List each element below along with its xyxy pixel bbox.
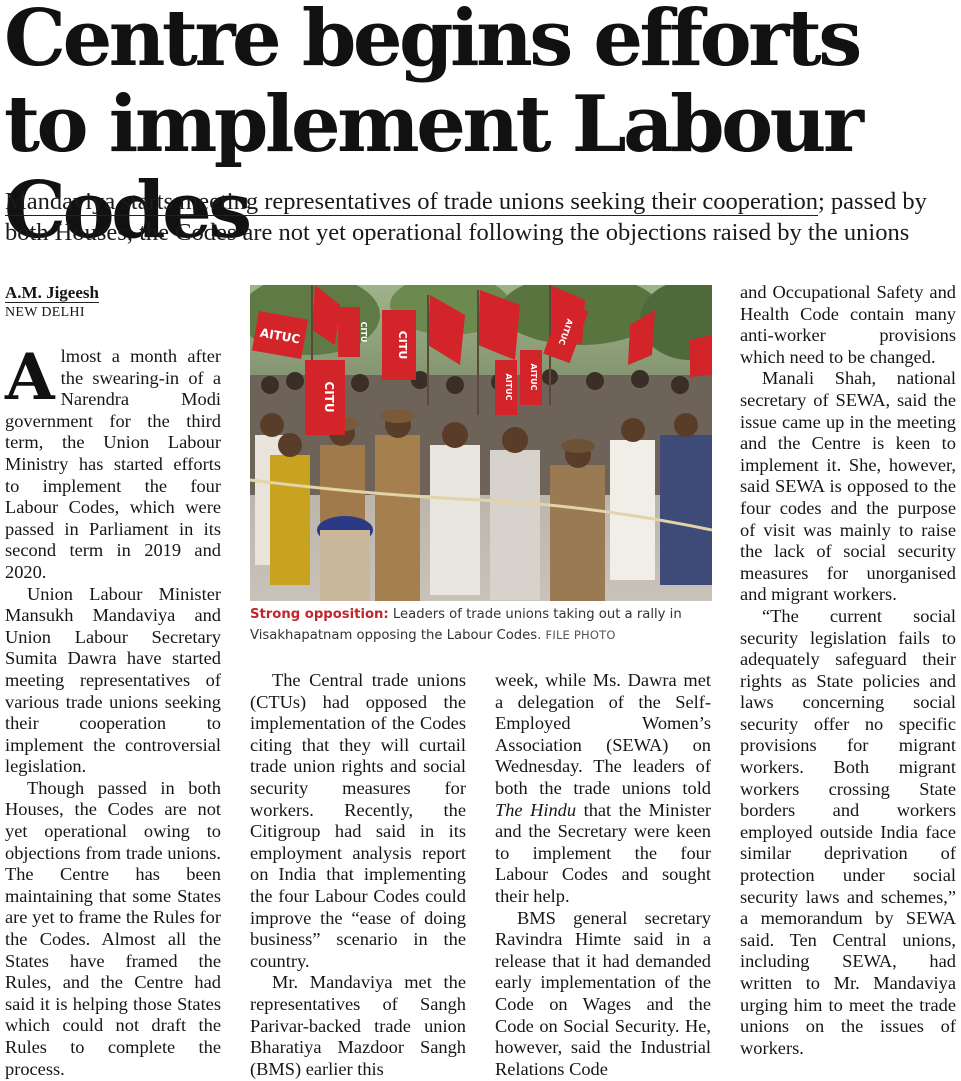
rally-photo	[250, 285, 712, 601]
dateline: NEW DELHI	[5, 305, 85, 320]
article-paragraph: and Occupational Safety and Health Code contain many anti-worker provisions which need to be changed.	[740, 282, 956, 367]
article-paragraph: Though passed in both Houses, the Codes are not yet operational owing to objections from trade unions. The Centre has been maintaining that some States are yet to frame the Rules for the Codes. Almost all the States have framed the Rules, and the Centre had said it is helping those States which could not draft the Rules to complete the process.	[5, 777, 221, 1079]
paragraph-text: week, while Ms. Dawra met a delegation of the Self-Employed Women’s Association (SEWA) on Wednesday. The leaders of both the trade unions told	[495, 670, 711, 798]
drop-cap: A	[5, 340, 55, 415]
banner-label: AITUC	[504, 373, 513, 401]
article-paragraph: “The current social security legislation fails to adequately safeguard their rights as State policies and laws concerning social security offer no specific provisions for migrant workers. Both migrant workers crossing State borders and workers employed outside India face similar deprivation of protection under social security laws and schemes,” a memorandum by SEWA said. Ten Central unions, including SEWA, had written to Mr. Mandaviya urging him to meet the trade unions on the issues of workers.	[740, 605, 956, 1058]
publication-name: The Hindu	[495, 799, 577, 820]
photo-caption	[250, 605, 712, 646]
banner-label: CITU	[396, 330, 409, 360]
caption-lead: Strong opposition:	[250, 607, 389, 622]
paragraph-text: lmost a month after the swearing-in of a Narendra Modi government for the third term, the Union Labour Ministry has started efforts to implement the four Labour Codes, which were passed in Parliament in its second term in 2019 and 2020.	[5, 346, 221, 582]
banner-label: AITUC	[556, 317, 575, 347]
article-paragraph: BMS general secretary Ravindra Himte said in a release that it had demanded early implementation of the Code on Wages and the Code on Social Security. He, however, said the Industrial Relations Code	[495, 907, 711, 1079]
article-column-2	[250, 670, 466, 1080]
headline: Centre begins efforts to implement Labour Codes	[4, 0, 861, 256]
banner-label: AITUC	[258, 325, 302, 347]
byline-author: A.M. Jigeesh	[5, 283, 99, 302]
article-paragraph	[495, 670, 711, 908]
article-paragraph	[5, 340, 221, 584]
banner-label: CITU	[322, 381, 336, 413]
banner-label: CITU	[359, 321, 368, 343]
article-paragraph: Union Labour Minister Mansukh Mandaviya and Union Labour Secretary Sumita Dawra have started meeting representatives of various trade unions seeking their cooperation to implement the controversial legislation.	[5, 583, 221, 777]
article-paragraph: Manali Shah, national secretary of SEWA, said the issue came up in the meeting and the Centre is keen to implement it. She, however, said SEWA is opposed to the four codes and the purpose of visit was mainly to raise the lack of social security measures for unorganised and migrant workers.	[740, 368, 956, 605]
article-column-3	[495, 670, 711, 1080]
caption-text: Leaders of trade unions taking out a rally in Visakhapatnam opposing the Labour Codes.	[250, 607, 682, 643]
article-column-1	[5, 340, 221, 1080]
article-paragraph: Mr. Mandaviya met the representatives of Sangh Parivar-backed trade union Bharatiya Mazdoor Sangh (BMS) earlier this	[250, 972, 466, 1079]
standfirst-underlined: Mandaviya starts meeting representatives of trade unions seeking their cooperation	[5, 188, 818, 215]
article-paragraph: The Central trade unions (CTUs) had opposed the implementation of the Codes citing that they will curtail trade union rights and social security measures for workers. Recently, the Citigroup had said in its employment analysis report on India that implementing the four Labour Codes could improve the “ease of doing business” scenario in the country.	[250, 670, 466, 971]
byline	[5, 282, 235, 303]
standfirst-rest: ; passed by both Houses, the Codes are not yet operational following the objections raised by the unions	[5, 188, 927, 246]
banner-label: AITUC	[529, 363, 538, 391]
photo-credit: FILE PHOTO	[545, 628, 616, 642]
standfirst	[5, 186, 955, 248]
paragraph-text: that the Minister and the Secretary were keen to implement the four Labour Codes and sought their help.	[495, 799, 711, 906]
article-column-4	[740, 282, 956, 1059]
